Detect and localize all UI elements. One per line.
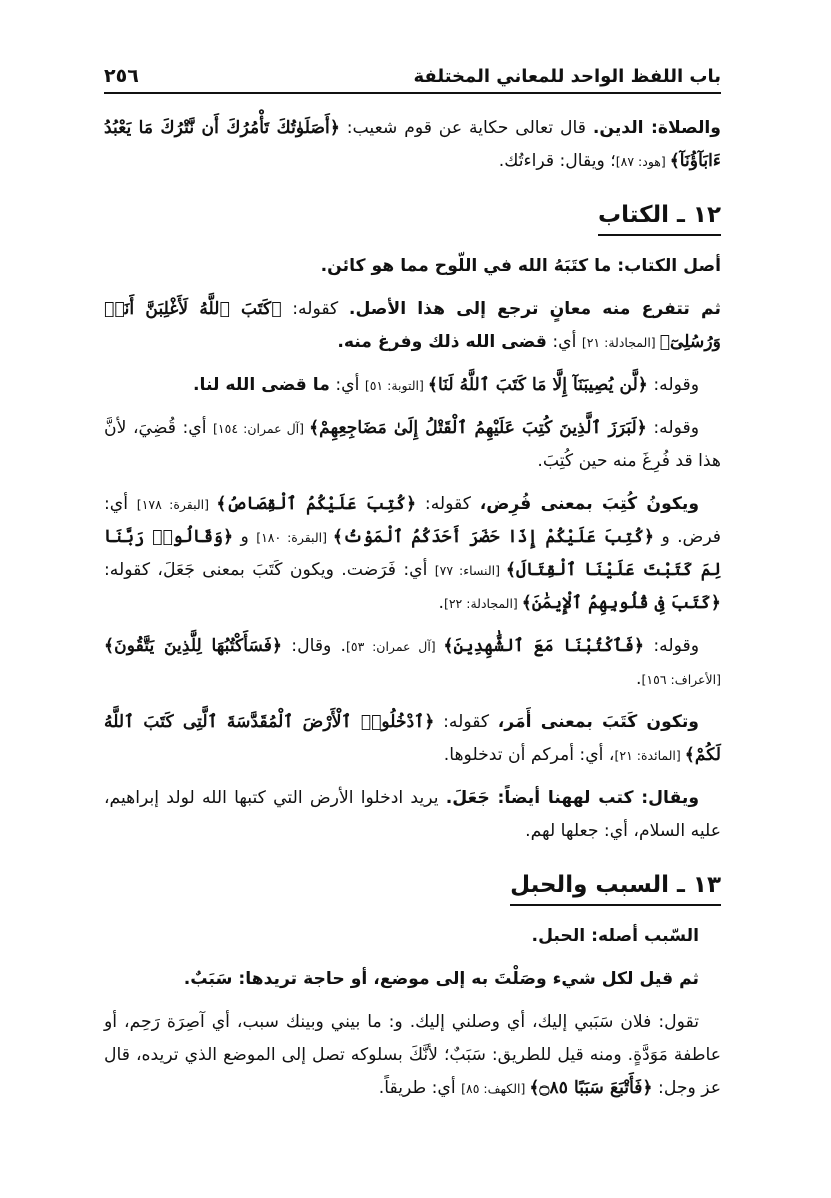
paragraph-sabab-meaning: ثم قيل لكل شيء وصَلْتَ به إلى موضع، أو حاجة تريدها: سَبَبٌ.: [183, 969, 699, 989]
body-text: وقوله:: [646, 418, 699, 438]
section-heading-sabab: ١٣ ـ السبب والحبل: [510, 868, 721, 906]
chapter-title: باب اللفظ الواحد للمعاني المختلفة: [413, 66, 721, 87]
running-header: [104, 58, 721, 94]
verse-reference: [المائدة: ٢١]: [614, 748, 685, 763]
body-text: أي: قُضِيَ، لأنَّ هذا قد فُرِغَ منه حين كُتِبَ.: [104, 418, 721, 471]
quran-verse: ﴿لَبَرَزَ ٱلَّذِينَ كُتِبَ عَلَيْهِمُ ٱلْقَتْلُ إِلَىٰ مَضَاجِعِهِمْ﴾: [309, 418, 647, 438]
verse-reference: [آل عمران: ١٥٤]: [213, 421, 310, 436]
body-text: قال تعالى حكاية عن قوم شعيب:: [339, 118, 593, 138]
paragraph-salat: [104, 112, 721, 178]
paragraph-kitab-example-3: [104, 412, 721, 478]
body-text: و: [233, 527, 257, 547]
body-text: . وقال:: [282, 636, 347, 656]
body-text: يريد ادخلوا الأرض التي كتبها الله لولد إبراهيم، عليه السلام، أي: جعلها لهم.: [104, 788, 721, 841]
quran-verse: ﴿فَسَأَكْتُبُهَا لِلَّذِينَ يَتَّقُونَ﴾: [104, 636, 283, 656]
body-text: تقول: فلان سَبَبي إليك، أي وصلني إليك. و: ما بيني وبينك سبب، أي آصِرَة رَحِم، أو عاطفة مَوَدَّةٍ. ومنه قيل للطريق: سَبَبٌ؛ لأنَّكَ بسلوكه تصل إلى الموضع الذي تريده، قال عز وجل:: [104, 1012, 721, 1098]
verse-reference: [الكهف: ٨٥]: [461, 1081, 530, 1096]
body-text: أي:: [546, 332, 582, 352]
verse-reference: [النساء: ٧٧]: [434, 563, 506, 578]
bold-text: وتكون كَتَبَ بمعنى أَمَر،: [497, 712, 699, 732]
bold-text: قضى الله ذلك وفرغ منه.: [337, 332, 547, 352]
body-text: أي: فرض. و: [104, 494, 722, 547]
body-text: وقوله:: [644, 636, 699, 656]
quran-verse: ﴿كُتِبَ عَلَيْكُمُ ٱلْقِصَاصُ﴾: [216, 494, 417, 514]
quran-verse: ﴿كُتِبَ عَلَيْكُمْ إِذَا حَضَرَ أَحَدَكُمُ ٱلْمَوْتُ﴾: [332, 527, 655, 547]
section-heading-wrapper: [104, 858, 721, 920]
verse-reference: [البقرة: ١٨٠]: [256, 530, 333, 545]
paragraph-kitab-jaal: [104, 782, 721, 848]
paragraph-sabab-origin: السّبب أصله: الحبل.: [531, 926, 699, 946]
verse-reference: [المجادلة: ٢١]: [581, 335, 660, 350]
quran-verse: ﴿لَّن يُصِيبَنَآ إِلَّا مَا كَتَبَ ٱللَّهُ لَنَا﴾: [427, 375, 648, 395]
paragraph-kitab-example-2: [104, 369, 721, 402]
paragraph-kitab-origin: أصل الكتاب: ما كتَبَهُ الله في اللّوح مما هو كائن.: [320, 256, 721, 276]
term-lead: والصلاة: الدين.: [592, 118, 721, 138]
body-text: أي: فَرَضت. ويكون كَتَبَ بمعنى جَعَلَ، كقوله:: [104, 560, 435, 580]
body-text: .: [636, 669, 642, 689]
body-text: أي:: [329, 375, 365, 395]
body-text: كقوله:: [281, 299, 349, 319]
paragraph-kitab-meanings: [104, 293, 721, 359]
body-text: كقوله:: [416, 494, 480, 514]
quran-verse: ﴿ٱدْخُلُوا۟ ٱلْأَرْضَ ٱلْمُقَدَّسَةَ ٱلَّتِى كَتَبَ ٱللَّهُ لَكُمْ﴾: [104, 712, 721, 765]
section-heading-wrapper: [104, 188, 721, 250]
body-text: ، أي: أمركم أن تدخلوها.: [443, 745, 615, 765]
page-number: ٢٥٦: [104, 65, 139, 87]
bold-text: ما قضى الله لنا.: [193, 375, 330, 395]
quran-verse: ﴿وَقَالُوا۟ رَبَّنَا لِمَ كَتَبْتَ عَلَيْنَا ٱلْقِتَالَ﴾: [104, 527, 721, 580]
paragraph-kitab-example-shahidin: [104, 630, 721, 696]
quran-verse: ﴿أَصَلَوٰتُكَ تَأْمُرُكَ أَن نَّتْرُكَ مَا يَعْبُدُ ءَابَآؤُنَآ﴾: [104, 118, 721, 171]
body-text: ؛ ويقال: قراءتُك.: [498, 151, 616, 171]
body-text: أي: طريقاً.: [378, 1078, 462, 1098]
bold-text: ويقال: كتب لههنا أيضاً: جَعَلَ.: [445, 788, 700, 808]
body-text: كقوله:: [434, 712, 498, 732]
page-content: [104, 112, 721, 1115]
section-heading-kitab: ١٢ ـ الكتاب: [598, 198, 721, 236]
bold-text: ويكونُ كُتِبَ بمعنى فُرِض،: [479, 494, 700, 514]
paragraph-sabab-examples: [104, 1006, 721, 1105]
body-text: وقوله:: [647, 375, 699, 395]
verse-reference: [التوبة: ٥١]: [364, 378, 428, 393]
paragraph-kitab-amr: [104, 706, 721, 772]
verse-reference: [الأعراف: ١٥٦]: [641, 672, 721, 687]
verse-reference: [هود: ٨٧]: [615, 154, 670, 169]
quran-verse: ﴿كَتَبَ فِى قُلُوبِهِمُ ٱلْإِيمَٰنَ﴾: [521, 593, 721, 613]
paragraph-kitab-furida: [104, 488, 721, 620]
bold-text: ثم تتفرع منه معانٍ ترجع إلى هذا الأصل.: [348, 299, 721, 319]
verse-reference: [المجادلة: ٢٢]: [443, 596, 522, 611]
quran-verse: ﴿فَٱكْتُبْنَا مَعَ ٱلشَّٰهِدِينَ﴾: [443, 636, 645, 656]
quran-verse: ﴿فَأَتْبَعَ سَبَبًا ۝٨٥﴾: [529, 1078, 653, 1098]
verse-reference: [آل عمران: ٥٣]: [346, 639, 444, 654]
body-text: .: [438, 593, 444, 613]
quran-verse: ﴿كَتَبَ ٱللَّهُ لَأَغْلِبَنَّ أَنَا۠ وَرُسُلِىٓ﴾: [104, 299, 721, 352]
verse-reference: [البقرة: ١٧٨]: [136, 497, 217, 512]
